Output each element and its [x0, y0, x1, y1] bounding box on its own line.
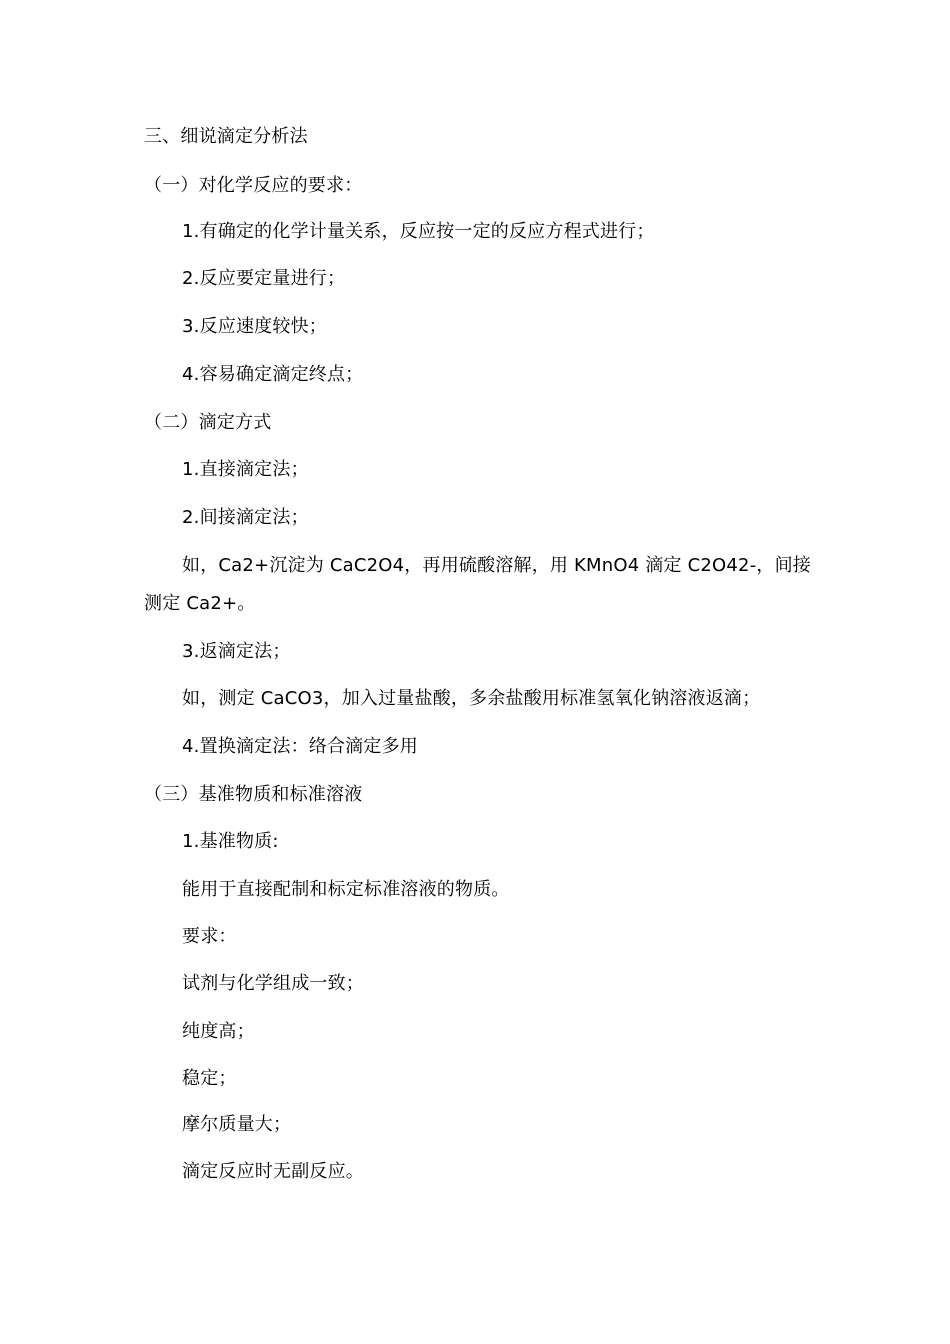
- list-item: 1.有确定的化学计量关系，反应按一定的反应方程式进行；: [182, 221, 655, 242]
- section-title: 三、细说滴定分析法: [144, 126, 308, 147]
- list-item: 1.直接滴定法；: [182, 459, 309, 480]
- list-item: 纯度高；: [182, 1021, 255, 1042]
- list-item: 3.反应速度较快；: [182, 316, 327, 337]
- definition-text: 能用于直接配制和标定标准溶液的物质。: [182, 879, 510, 900]
- list-item: 3.返滴定法；: [182, 641, 291, 662]
- list-item: 2.反应要定量进行；: [182, 268, 346, 289]
- list-item: 摩尔质量大；: [182, 1114, 292, 1135]
- list-item: 4.容易确定滴定终点；: [182, 364, 364, 385]
- example-paragraph: 如，测定 CaCO3，加入过量盐酸，多余盐酸用标准氢氧化钠溶液返滴；: [182, 688, 761, 709]
- list-item: 1.基准物质:: [182, 831, 279, 852]
- requirements-label: 要求：: [182, 926, 237, 947]
- example-paragraph: 如，Ca2+沉淀为 CaC2O4，再用硫酸溶解，用 KMnO4 滴定 C2O42-，间接测定 Ca2+。: [144, 555, 812, 614]
- part1-heading: （一）对化学反应的要求：: [144, 175, 363, 196]
- list-item: 4.置换滴定法：络合滴定多用: [182, 736, 418, 757]
- part2-heading: （二）滴定方式: [144, 412, 272, 433]
- part3-heading: （三）基准物质和标准溶液: [144, 784, 363, 805]
- list-item: 滴定反应时无副反应。: [182, 1161, 364, 1182]
- list-item: 2.间接滴定法；: [182, 507, 309, 528]
- list-item: 试剂与化学组成一致；: [182, 973, 364, 994]
- list-item: 稳定；: [182, 1068, 237, 1089]
